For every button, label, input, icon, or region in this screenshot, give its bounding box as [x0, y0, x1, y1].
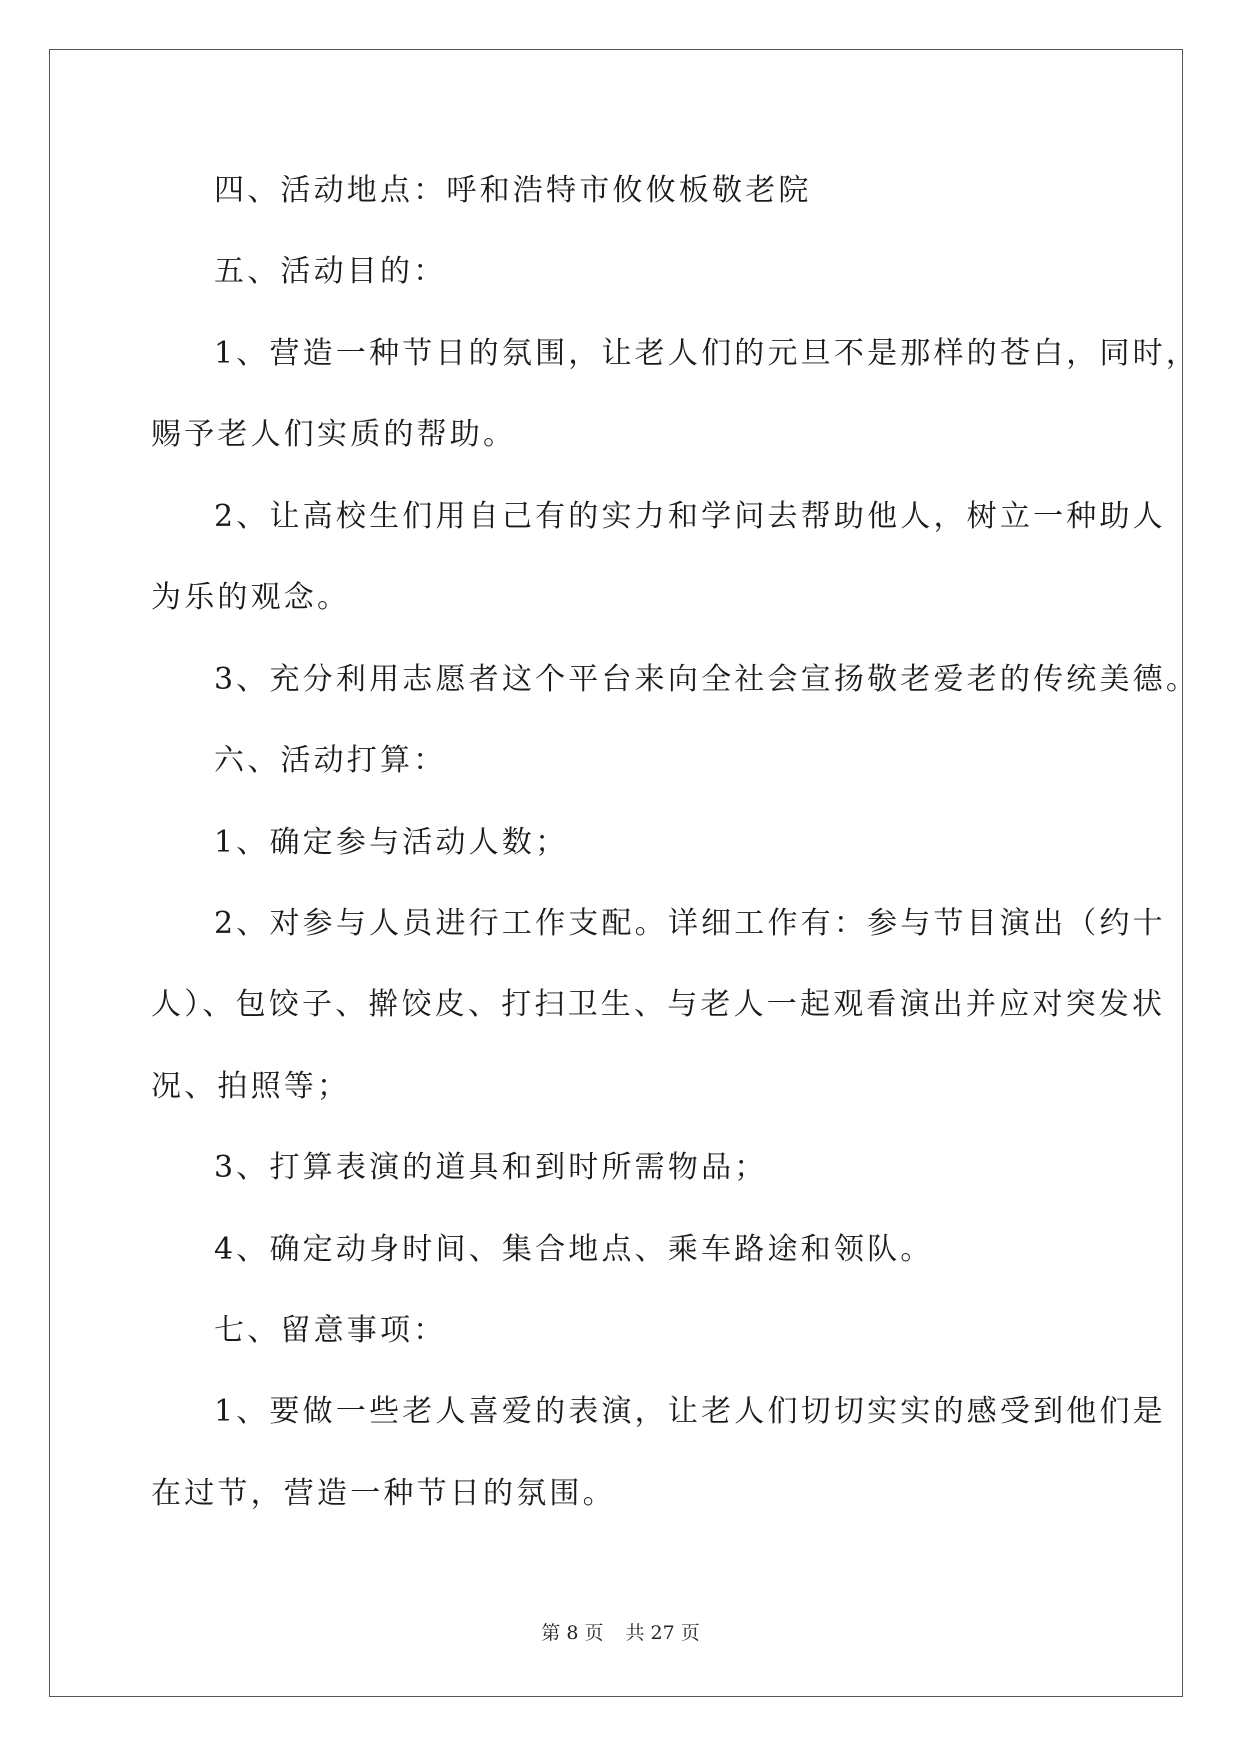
page-number: 第 8 页	[541, 1622, 604, 1644]
text-line: 六、活动打算：	[214, 743, 447, 778]
text-line: 1、营造一种节日的氛围，让老人们的元旦不是那样的苍白，同时，	[214, 336, 1200, 371]
text-line: 为乐的观念。	[151, 580, 351, 615]
text-line: 五、活动目的：	[214, 254, 447, 289]
text-line: 四、活动地点：呼和浩特市攸攸板敬老院	[214, 173, 812, 208]
page-footer	[0, 1618, 1241, 1645]
text-line: 况、拍照等；	[151, 1069, 351, 1104]
page-total: 共 27 页	[625, 1622, 700, 1644]
text-line: 七、留意事项：	[214, 1313, 447, 1348]
text-line: 人）、包饺子、擀饺皮、打扫卫生、与老人一起观看演出并应对突发状	[151, 987, 1166, 1022]
text-line: 3、打算表演的道具和到时所需物品；	[214, 1150, 768, 1185]
text-line: 2、对参与人员进行工作支配。详细工作有：参与节目演出（约十	[214, 906, 1166, 941]
page-border	[49, 49, 1183, 1697]
text-line: 赐予老人们实质的帮助。	[151, 417, 517, 452]
text-line: 4、确定动身时间、集合地点、乘车路途和领队。	[214, 1232, 934, 1267]
text-line: 3、充分利用志愿者这个平台来向全社会宣扬敬老爱老的传统美德。	[214, 662, 1200, 697]
text-line: 1、确定参与活动人数；	[214, 825, 569, 860]
text-line: 在过节，营造一种节日的氛围。	[151, 1476, 616, 1511]
text-line: 2、让高校生们用自己有的实力和学问去帮助他人，树立一种助人	[214, 499, 1166, 534]
text-line: 1、要做一些老人喜爱的表演，让老人们切切实实的感受到他们是	[214, 1394, 1166, 1429]
